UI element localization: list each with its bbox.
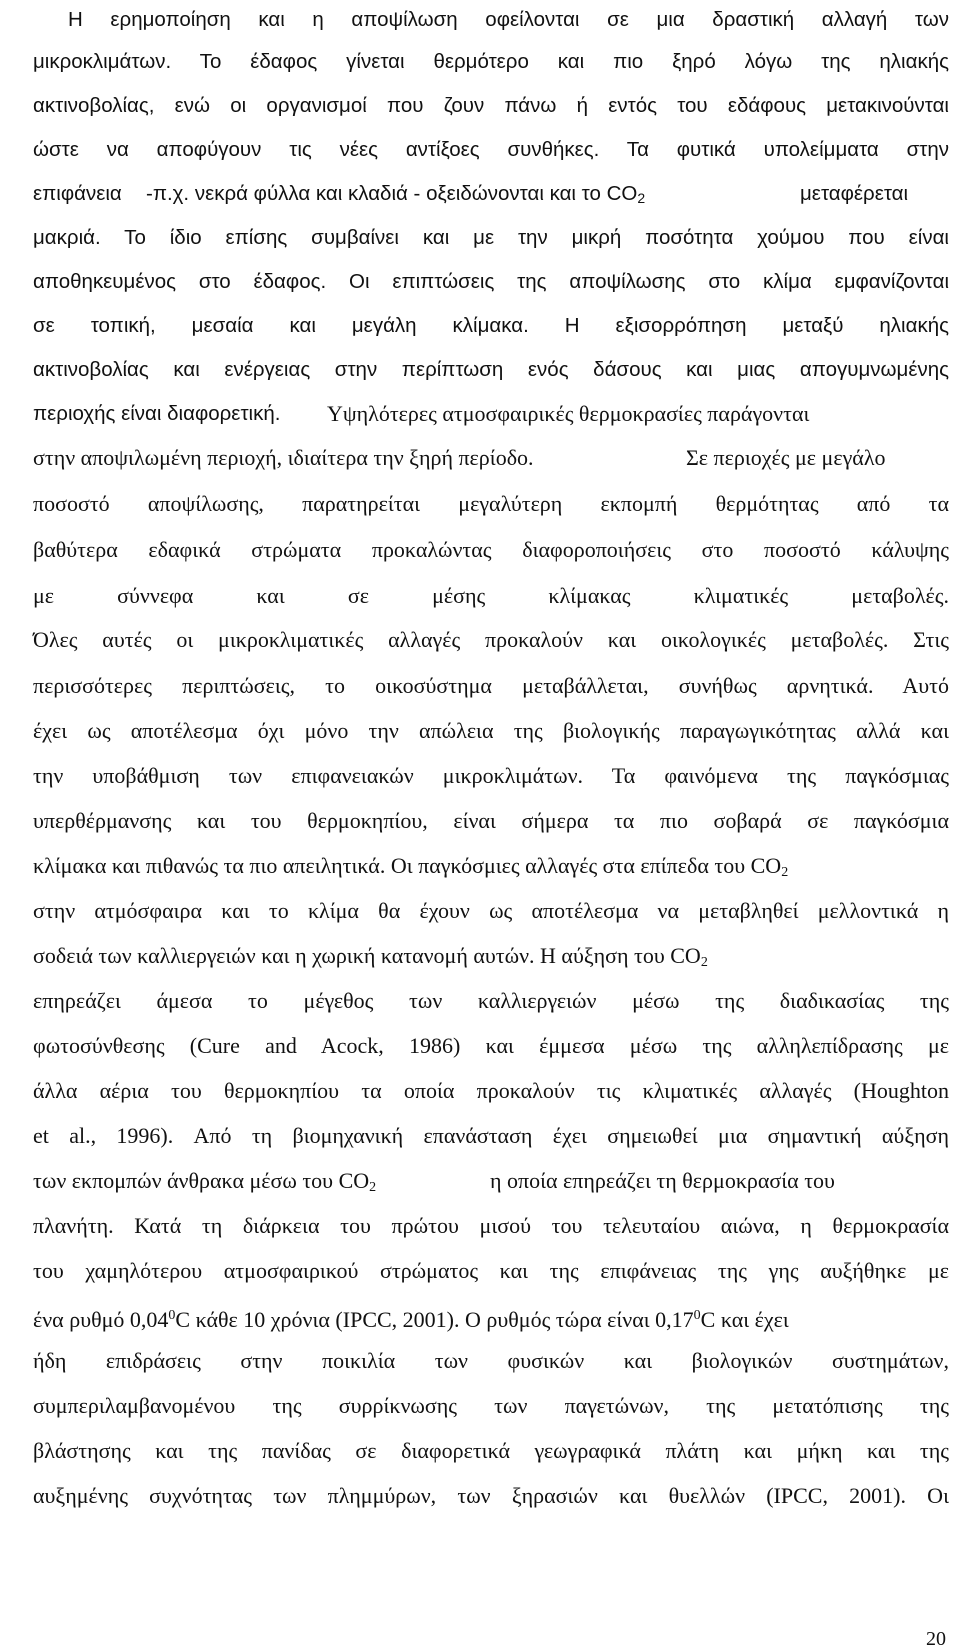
page-number: 20 <box>926 1628 946 1650</box>
document-page: Η ερημοποίηση και η αποψίλωση οφείλονται σε μια δραστική αλλαγή των μικροκλιμάτων. Το έδαφος γίνεται θερμότερο και πιο ξηρό λόγω της ηλιακής ακτινοβολίας, ενώ οι οργανισμοί που ζουν πάνω ή εντός του εδάφους μετακινούνται ώστε να αποφύγουν τις νέες αντίξοες συνθήκες. Τα φυτικά υπολείμματα στην επιφάνεια -π.χ. νεκρά φύλλα και κλαδιά - οξειδώνονται και το $CO_2$ μεταφέρεται μακριά. Το ίδιο επίσης συμβαίνει και με την μικρή ποσότητα χούμου που είναι αποθηκευμένος στο έδαφος. Οι επιπτώσεις της αποψίλωσης στο κλίμα εμφανίζονται σε τοπική, μεσαία και μεγάλη κλίμακα. Η εξισορρόπηση μεταξύ ηλιακής ακτινοβολίας και ενέργειας στην περίπτωση ενός δάσους και μιας απογυμνωμένης περιοχής είναι διαφορετική. Υψηλότερες ατμοσφαιρικές θερμοκρασίες παράγονται στην αποψιλωμένη περιοχή, ιδιαίτερα την ξηρή περίοδο. Σε περιοχές με μεγάλο ποσοστό αποψίλωσης, παρατηρείται μεγαλύτερη εκπομπή θερμότητας από τα βαθύτερα εδαφικά στρώματα προκαλώντας διαφοροποιήσεις στο ποσοστό κάλυψης με σύννεφα και σε μέσης κλίμακας κλιματικές μεταβολές. Όλες αυτές οι μικροκλιματικές αλλαγές προκαλούν και οικολογικές μεταβολές. Στις περισσότερες περιπτώσεις, το οικοσύστημα μεταβάλλεται, συνήθως αρνητικά. Αυτό έχει ως αποτέλεσμα όχι μόνο την απώλεια της βιολογικής παραγωγικότητας αλλά και την υποβάθμιση των επιφανειακών μικροκλιμάτων. Τα φαινόμενα της παγκόσμιας υπερθέρμανσης και του θερμοκηπίου, είναι σήμερα τα πιο σοβαρά σε παγκόσμια κλίμακα και πιθανώς τα πιο απειλητικά. Οι παγκόσμιες αλλαγές στα επίπεδα του $CO_2$ στην ατμόσφαιρα και το κλίμα θα έχουν ως αποτέλεσμα να μεταβληθεί μελλοντικά η σοδειά των καλλιεργειών και η χωρική κατανομή αυτών. Η αύξηση του $CO_2$ επηρεάζει άμεσα το μέγεθος των καλλιεργειών μέσω της διαδικασίας της φωτοσύνθεσης (Cure and Acock, 1986) και έμμεσα μέσω της αλληλεπίδρασης με άλλα αέρια του θερμοκηπίου τα οποία προκαλούν τις κλιματικές αλλαγές (Houghton et al., 1996). Από τη βιομηχανική επανάσταση έχει σημειωθεί μια σημαντική αύξηση των εκπομπών άνθρακα μέσω του $CO_2$ η οποία επηρεάζει τη θερμοκρασία του πλανήτη. Κατά τη διάρκεια του πρώτου μισού του τελευταίου αιώνα, η θερμοκρασία του χαμηλότερου ατμοσφαιρικού στρώματος και της επιφάνειας της γης αυξήθηκε με ένα ρυθμό 0,04$^0$C κάθε 10 χρόνια (IPCC, 2001). Ο ρυθμός τώρα είναι 0,17$^0$C και έχει ήδη επιδράσεις στην ποικιλία των φυσικών και βιολογικών συστημάτων, συμπεριλαμβανομένου της συρρίκνωσης των παγετώνων, της μετατόπισης της βλάστησης και της πανίδας σε διαφορετικά γεωγραφικά πλάτη και μήκη και της αυξημένης συχνότητας των πλημμύρων, των ξηρασιών και θυελλών (IPCC, 2001). Οι 20 <box>0 0 960 1651</box>
